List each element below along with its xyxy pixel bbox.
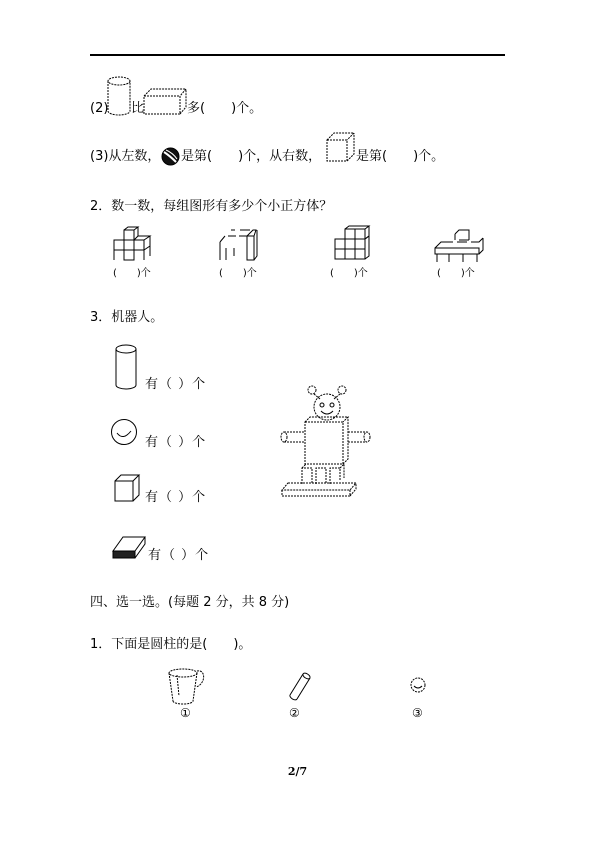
pencil-icon: [286, 668, 314, 702]
cube-stack-icon: [110, 226, 156, 264]
cube-icon: [326, 131, 356, 163]
option-1-label: ①: [180, 706, 191, 720]
page-number: 2/7: [287, 765, 308, 778]
option-2-label: ②: [289, 706, 300, 720]
cylinder-icon: [106, 75, 132, 117]
cube-stack-icon: [216, 226, 262, 264]
cube-stack-icon: [433, 226, 485, 264]
count-cubes-title: 2．数一数，每组图形有多少个小正方体？: [90, 199, 333, 214]
compare-suffix: 多( )个。: [187, 101, 263, 116]
position-suffix: 是第( )个。: [356, 149, 445, 164]
cube-count-answer: ( )个: [437, 268, 475, 279]
header-rule: [90, 54, 505, 56]
compare-middle: 比: [131, 101, 145, 116]
robot-count-text: 有（ ）个: [145, 435, 207, 450]
cylinder-icon: [114, 344, 138, 390]
cube-count-answer: ( )个: [219, 268, 257, 279]
robot-title: 3．机器人。: [90, 310, 164, 325]
robot-count-text: 有（ ）个: [148, 548, 210, 563]
compare-prefix: (2): [90, 101, 109, 116]
cube-icon: [114, 473, 140, 503]
option-3-label: ③: [412, 706, 423, 720]
ball-icon: [161, 147, 180, 166]
ball-icon: [409, 676, 427, 694]
robot-icon: [278, 380, 373, 502]
cup-icon: [166, 666, 206, 706]
cuboid-icon: [111, 533, 147, 561]
section-four-title: 四、选一选。(每题 2 分，共 8 分): [90, 595, 290, 610]
position-prefix: (3)从左数，: [90, 149, 161, 164]
choice-1-question: 1．下面是圆柱的是( )。: [90, 637, 252, 652]
robot-count-text: 有（ ）个: [145, 490, 207, 505]
robot-count-text: 有（ ）个: [145, 377, 207, 392]
cube-stack-icon: [331, 226, 377, 264]
cube-count-answer: ( )个: [113, 268, 151, 279]
position-middle: 是第( )个，从右数，: [181, 149, 322, 164]
sphere-icon: [110, 418, 138, 446]
cuboid-icon: [143, 88, 187, 116]
cube-count-answer: ( )个: [330, 268, 368, 279]
